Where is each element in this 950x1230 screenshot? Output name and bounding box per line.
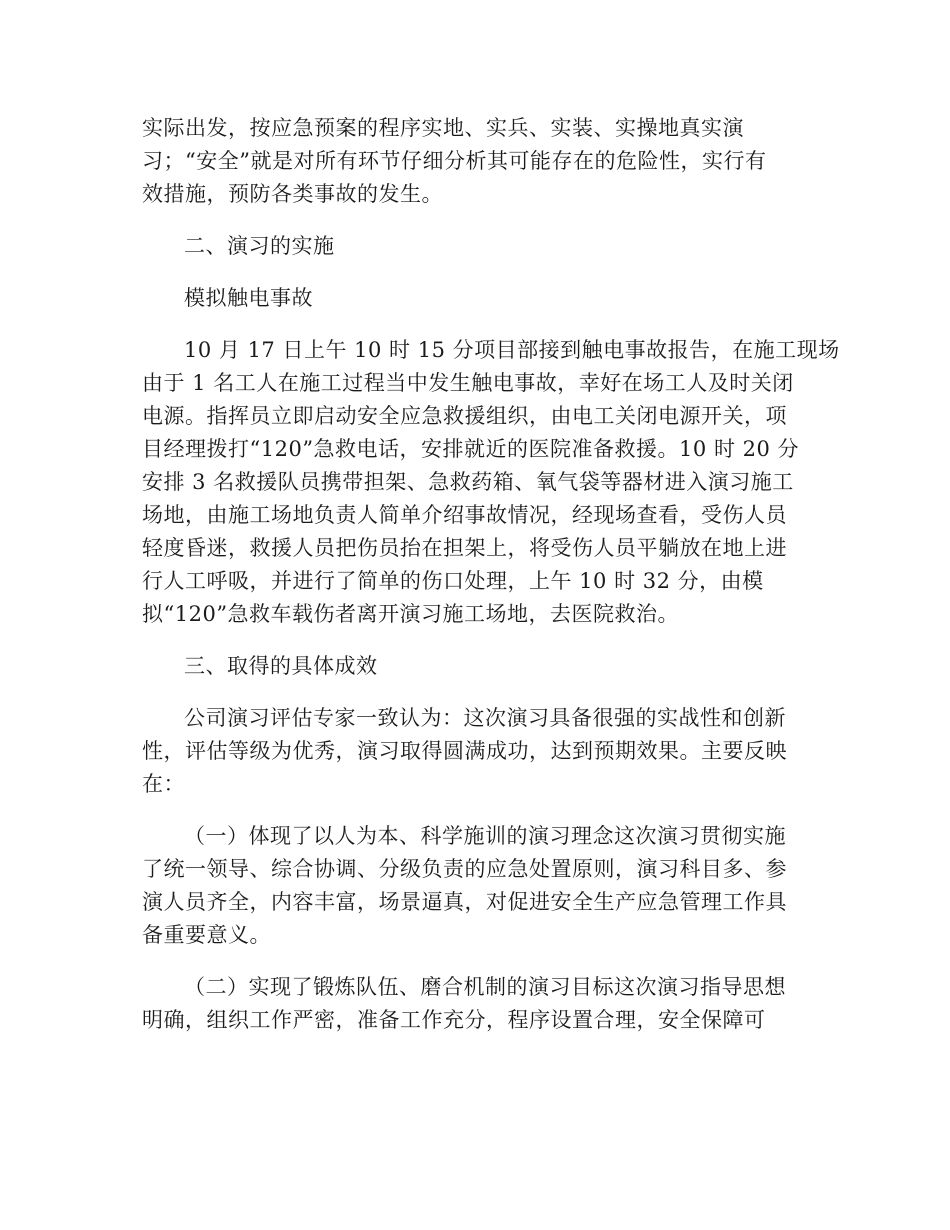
text-line: （二）实现了锻炼队伍、磨合机制的演习目标这次演习指导思想 (184, 975, 786, 999)
document-body (142, 112, 840, 1056)
text-line: 性，评估等级为优秀，演习取得圆满成功，达到预期效果。主要反映 (142, 739, 787, 763)
paragraph-drill-principles (142, 112, 806, 211)
text-line: 效措施，预防各类事故的发生。 (142, 182, 443, 206)
section-heading-implementation: 二、演习的实施 (184, 234, 335, 258)
text-line: （一）体现了以人为本、科学施训的演习理念这次演习贯彻实施 (184, 824, 786, 848)
text-line: 习；“安全”就是对所有环节仔细分析其可能存在的危险性，实行有 (142, 149, 767, 173)
paragraph-result-one (142, 820, 806, 952)
paragraph-expert-assessment (142, 702, 806, 801)
text-line: 演人员齐全，内容丰富，场景逼真，对促进安全生产应急管理工作具 (142, 890, 787, 914)
text-line: 了统一领导、综合协调、分级负责的应急处置原则，演习科目多、参 (142, 857, 787, 881)
text-line: 在： (142, 772, 185, 796)
text-line: 实际出发，按应急预案的程序实地、实兵、实装、实操地真实演 (142, 116, 744, 140)
subheading-electric-shock: 模拟触电事故 (184, 286, 313, 310)
text-line: 安排 3 名救援队员携带担架、急救药箱、氧气袋等器材进入演习施工 (142, 470, 794, 494)
text-line: 10 月 17 日上午 10 时 15 分项目部接到触电事故报告，在施工现场 (184, 338, 840, 362)
section-heading-results: 三、取得的具体成效 (184, 654, 378, 678)
text-line: 由于 1 名工人在施工过程当中发生触电事故，幸好在场工人及时关闭 (142, 371, 794, 395)
text-line: 场地，由施工场地负责人简单介绍事故情况，经现场查看，受伤人员 (142, 503, 787, 527)
paragraph-result-two (142, 971, 806, 1037)
text-line: 行人工呼吸，并进行了简单的伤口处理，上午 10 时 32 分，由模 (142, 569, 764, 593)
text-line: 目经理拨打“120”急救电话，安排就近的医院准备救援。10 时 20 分 (142, 437, 800, 461)
text-line: 公司演习评估专家一致认为：这次演习具备很强的实战性和创新 (184, 706, 786, 730)
paragraph-drill-process (142, 334, 840, 631)
text-line: 电源。指挥员立即启动安全应急救援组织，由电工关闭电源开关，项 (142, 404, 787, 428)
text-line: 拟“120”急救车载伤者离开演习施工场地，去医院救治。 (142, 602, 680, 626)
text-line: 轻度昏迷，救援人员把伤员抬在担架上，将受伤人员平躺放在地上进 (142, 536, 787, 560)
text-line: 备重要意义。 (142, 923, 271, 947)
text-line: 明确，组织工作严密，准备工作充分，程序设置合理，安全保障可 (142, 1008, 766, 1032)
